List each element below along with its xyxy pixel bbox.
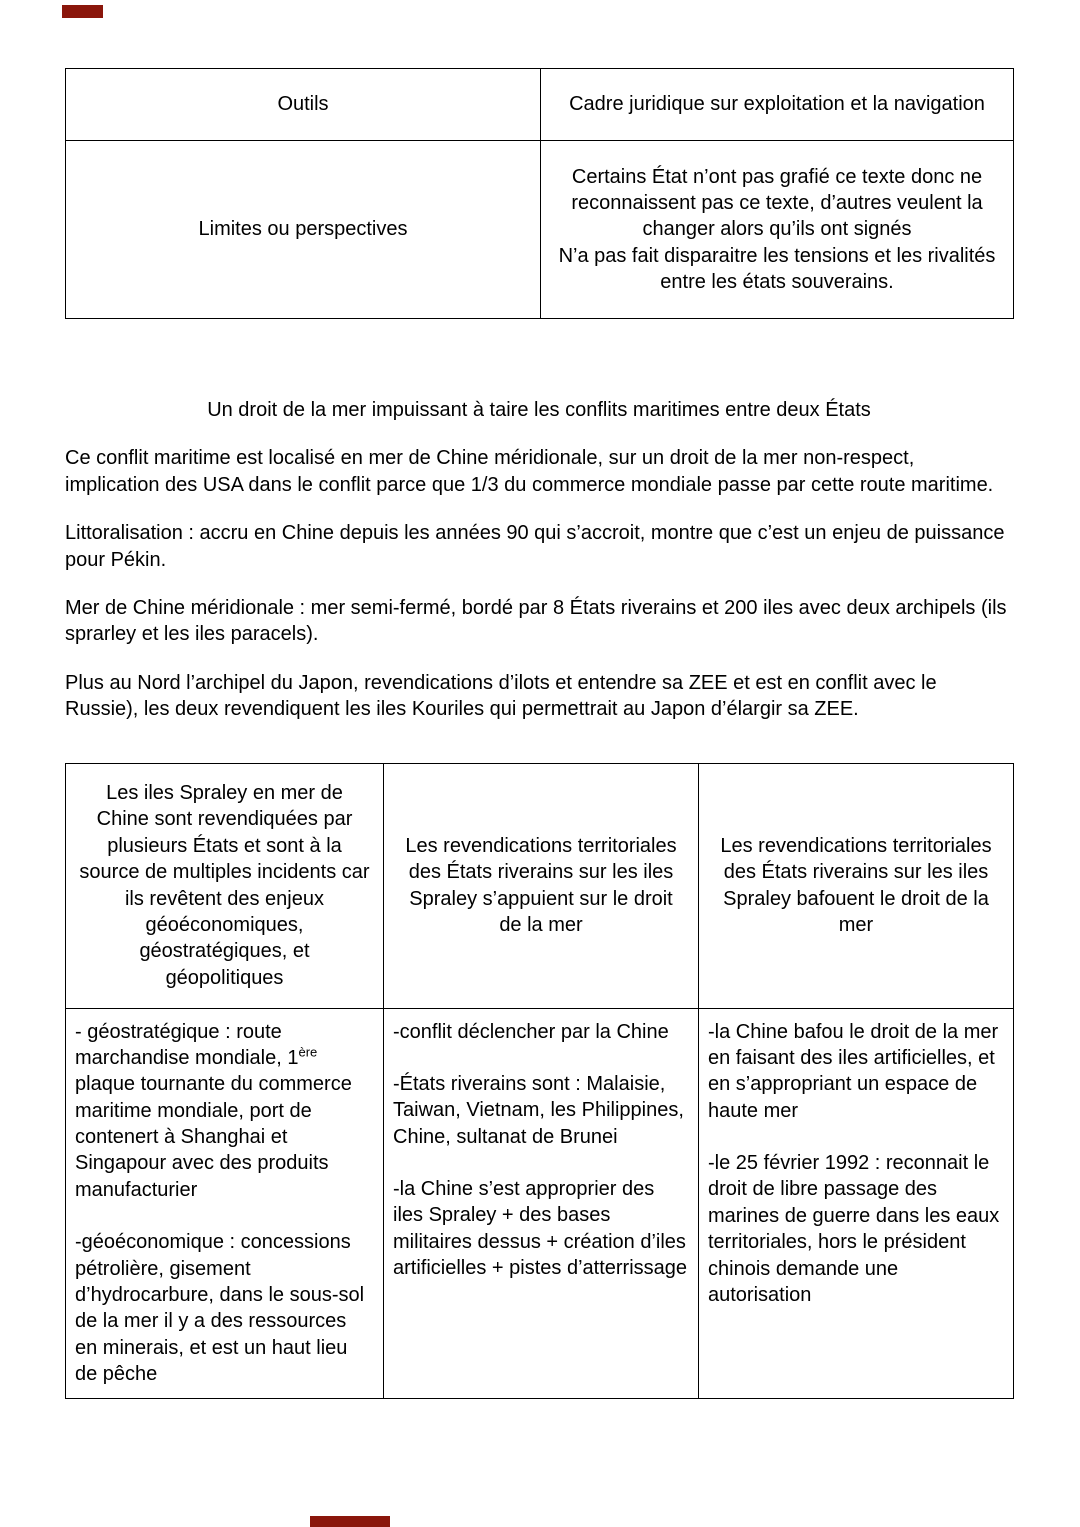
table2-header-bafouent-droit: Les revendications territoriales des États riverains sur les iles Spraley bafouent le droit de la mer [699,763,1014,1008]
table1-cell-limites-label: Limites ou perspectives [66,141,541,319]
section-heading: Un droit de la mer impuissant à taire les conflits maritimes entre deux États [207,399,871,421]
table2-cell-enjeux [66,1008,384,1398]
cell-paragraph-geostrategique [75,1019,374,1204]
paragraph-mer-de-chine: Mer de Chine méridionale : mer semi-fermé, bordé par 8 États riverains et 200 iles avec deux archipels (ils sprarley et les iles paracels). [65,596,1007,646]
cell-paragraph-25-fevrier: -le 25 février 1992 : reconnait le droit de libre passage des marines de guerre dans les eaux territoriales, hors le président chinois demande une autorisation [708,1152,1000,1307]
table1-cell-limites-text [541,141,1014,319]
table2-cell-appuient [384,1008,699,1398]
table1-cell-outils: Outils [66,69,541,141]
table1-cell-cadre-juridique: Cadre juridique sur exploitation et la navigation [541,69,1014,141]
text-fragment: plaque tournante du commerce maritime mondiale, port de contenert à Shanghai et Singapour avec des produits manufacturier [75,1073,352,1201]
spraley-claims-table [65,763,1014,1399]
paragraph-archipel-japon: Plus au Nord l’archipel du Japon, revendications d’ilots et entendre sa ZEE et est en conflit avec le Russie), les deux revendiquent les iles Kouriles qui permettrait au Japon d’élargir sa ZEE. [65,671,937,721]
cell-paragraph-iles-artificielles: -la Chine bafou le droit de la mer en faisant des iles artificielles, et en s’appropriant un espace de haute mer [708,1020,999,1122]
limites-line-1: Certains État n’ont pas grafié ce texte donc ne reconnaissent pas ce texte, d’autres veulent la changer alors qu’ils ont signés [571,165,983,241]
document-content [0,68,1080,1399]
cell-paragraph-appropriation: -la Chine s’est approprier des iles Spraley + des bases militaires dessus + création d’iles artificielles + pistes d’atterrissage [393,1178,688,1280]
table-row [66,69,1014,141]
paragraph-conflit-localise: Ce conflit maritime est localisé en mer de Chine méridionale, sur un droit de la mer non-respect, implication des USA dans le conflit parce que 1/3 du commerce mondiale passe par cette route maritime. [65,447,994,496]
legal-framework-table [65,68,1014,319]
limites-line-2: N’a pas fait disparaitre les tensions et les rivalités entre les états souverains. [558,244,996,294]
cell-paragraph-etats-riverains: -États riverains sont : Malaisie, Taiwan, Vietnam, les Philippines, Chine, sultanat de Brunei [393,1072,684,1148]
cell-paragraph-conflit-chine: -conflit déclencher par la Chine [393,1020,669,1043]
paragraph-littoralisation: Littoralisation : accru en Chine depuis les années 90 qui s’accroit, montre que c’est un enjeu de puissance pour Pékin. [65,522,1005,571]
red-artifact-top [62,5,103,18]
table2-cell-bafouent [699,1008,1014,1398]
table-header-row [66,763,1014,1008]
table2-header-enjeux: Les iles Spraley en mer de Chine sont revendiquées par plusieurs États et sont à la source de multiples incidents car ils revêtent des enjeux géoéconomiques, géostratégiques, et géopolitiques [66,763,384,1008]
table2-header-appuient-droit: Les revendications territoriales des États riverains sur les iles Spraley s’appuient sur le droit de la mer [384,763,699,1008]
red-artifact-bottom [310,1516,390,1527]
table-body-row [66,1008,1014,1398]
cell-paragraph-geoeconomique: -géoéconomique : concessions pétrolière, gisement d’hydrocarbure, dans le sous-sol de la mer il y a des ressources en minerais, et est un haut lieu de pêche [75,1231,365,1386]
ordinal-superscript: ère [298,1044,318,1060]
table-row [66,141,1014,319]
text-fragment: - géostratégique : route marchandise mondiale, 1 [75,1020,299,1069]
